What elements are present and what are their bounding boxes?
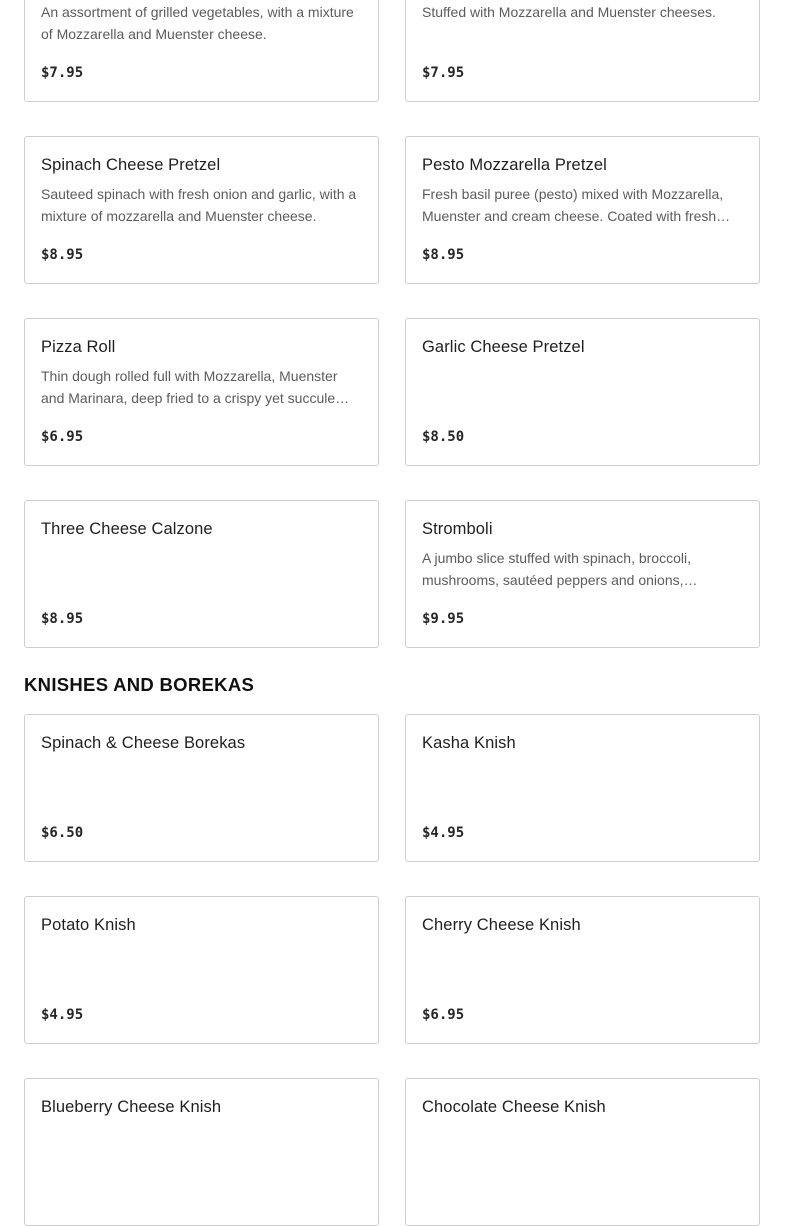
menu-item-price: $4.95 (41, 1007, 84, 1023)
menu-item-description: A jumbo slice stuffed with spinach, broccoli, mushrooms, sautéed peppers and onions,… (422, 550, 698, 588)
menu-item-name: Garlic Cheese Pretzel (422, 338, 585, 356)
menu-item-price: $7.95 (41, 65, 84, 81)
menu-item-price: $8.95 (41, 247, 84, 263)
menu-item-card[interactable] (24, 896, 379, 1044)
menu-item-card[interactable] (24, 318, 379, 466)
menu-item-card[interactable] (24, 500, 379, 648)
menu-item-name: Stromboli (422, 520, 493, 538)
menu-item-price: $6.95 (41, 429, 84, 445)
menu-item-name: Pesto Mozzarella Pretzel (422, 156, 607, 174)
section-title: KNISHES AND BOREKAS (24, 674, 255, 695)
menu-item-card[interactable] (24, 714, 379, 862)
menu-item-card[interactable] (405, 136, 760, 284)
menu-item-name: Cherry Cheese Knish (422, 916, 581, 934)
menu-item-name: Blueberry Cheese Knish (41, 1098, 222, 1116)
menu-item-card[interactable] (405, 896, 760, 1044)
menu-item-card[interactable] (24, 0, 379, 102)
menu-item-card[interactable] (405, 500, 760, 648)
menu-item-description: Sauteed spinach with fresh onion and garlic, with a mixture of mozzarella and Muenster cheese. (41, 186, 357, 224)
menu-item-price: $6.50 (41, 825, 84, 841)
menu-item-price: $9.95 (422, 611, 465, 627)
menu-item-name: Spinach Cheese Pretzel (41, 156, 221, 174)
menu-item-price: $8.50 (422, 429, 465, 445)
menu-item-card[interactable] (405, 318, 760, 466)
menu-item-name: Three Cheese Calzone (41, 520, 213, 538)
menu-item-name: Chocolate Cheese Knish (422, 1098, 606, 1116)
menu-item-card[interactable] (405, 0, 760, 102)
menu-item-price: $6.95 (422, 1007, 465, 1023)
menu-item-name: Kasha Knish (422, 734, 516, 752)
menu-item-description: Stuffed with Mozzarella and Muenster cheeses. (422, 4, 716, 20)
menu-item-name: Potato Knish (41, 916, 136, 934)
menu-item-name: Pizza Roll (41, 338, 116, 356)
menu-item-description: Fresh basil puree (pesto) mixed with Mozzarella, Muenster and cream cheese. Coated with fresh… (422, 186, 731, 224)
menu-item-price: $7.95 (422, 65, 465, 81)
menu-item-card[interactable] (24, 136, 379, 284)
menu-item-card[interactable] (405, 1078, 760, 1226)
menu-item-description: An assortment of grilled vegetables, with a mixture of Mozzarella and Muenster cheese. (41, 4, 354, 42)
menu-item-card[interactable] (24, 1078, 379, 1226)
menu-item-price: $4.95 (422, 825, 465, 841)
menu-item-name: Spinach & Cheese Borekas (41, 734, 246, 752)
menu-item-card[interactable] (405, 714, 760, 862)
menu-item-description: Thin dough rolled full with Mozzarella, Muenster and Marinara, deep fried to a crispy yet succule… (41, 368, 350, 406)
menu-item-price: $8.95 (422, 247, 465, 263)
menu-item-price: $8.95 (41, 611, 84, 627)
